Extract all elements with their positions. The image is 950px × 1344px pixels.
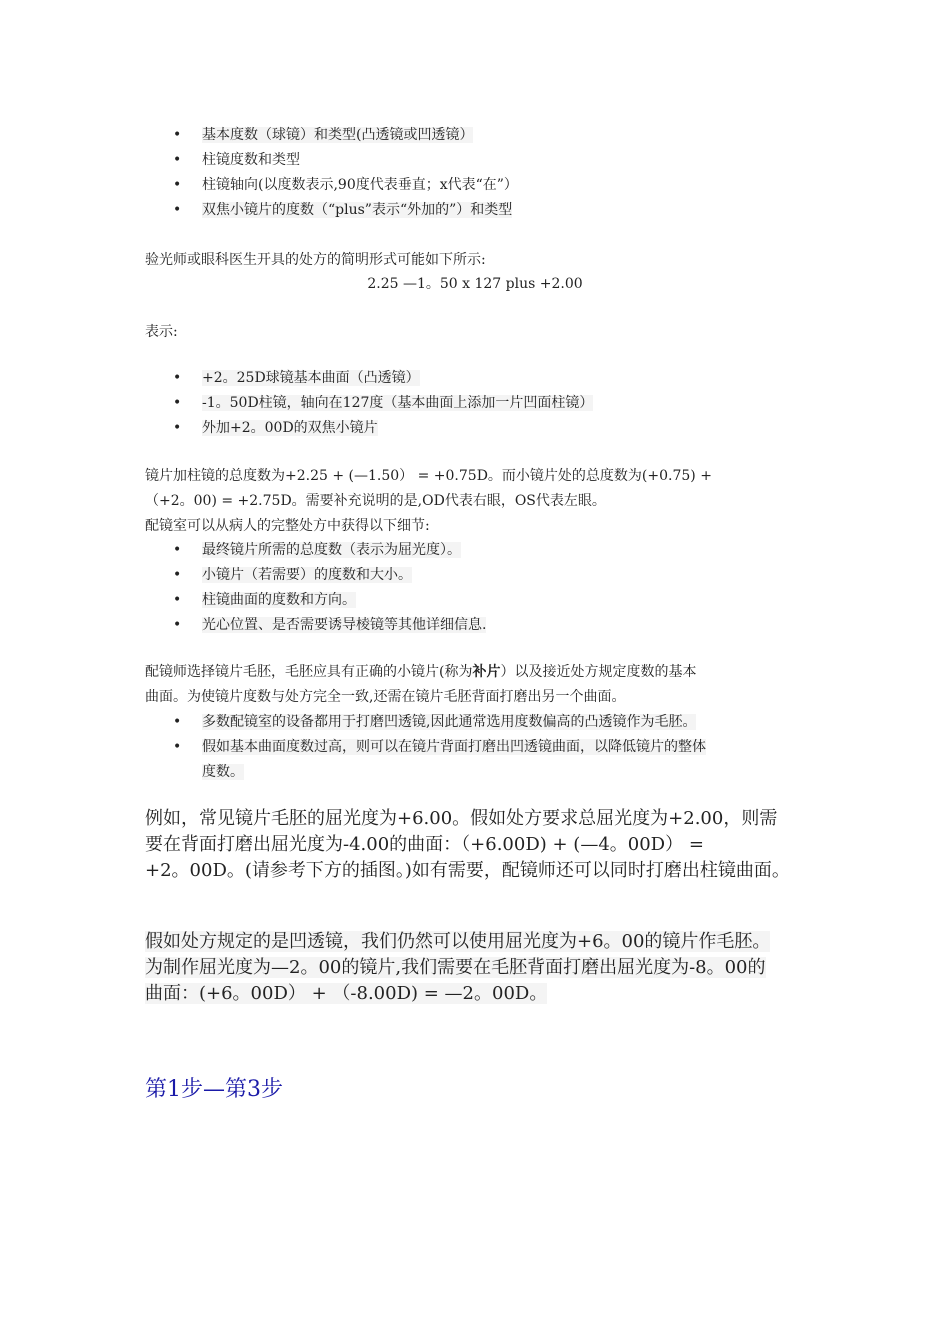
steps-heading: 第1步—第3步: [145, 1077, 283, 1102]
text-line: 例如，常见镜片毛胚的屈光度为+6.00。假如处方要求总屈光度为+2.00，则需: [145, 808, 778, 829]
list-item: • 光心位置、是否需要诱导棱镜等其他详细信息.: [145, 613, 825, 638]
list-item: • 多数配镜室的设备都用于打磨凹透镜,因此通常选用度数偏高的凸透镜作为毛胚。: [145, 710, 825, 735]
text-line: +2。00D。(请参考下方的插图。)如有需要，配镜师还可以同时打磨出柱镜曲面。: [145, 860, 790, 881]
concave-lens-paragraph: [145, 929, 835, 1007]
list-item: • 小镜片（若需要）的度数和大小。: [145, 563, 825, 588]
example-paragraph: [145, 806, 835, 884]
lens-blank-paragraph: [145, 660, 825, 710]
intro-line: 验光师或眼科医生开具的处方的简明形式可能如下所示:: [145, 252, 486, 268]
text-line: 配镜室可以从病人的完整处方中获得以下细节:: [145, 518, 430, 534]
list-item: • 双焦小镜片的度数（“plus”表示“外加的”）和类型: [145, 198, 825, 223]
bullet-list-meaning: [145, 366, 825, 441]
list-item: • 最终镜片所需的总度数（表示为屈光度）。: [145, 538, 825, 563]
list-item: • 柱镜度数和类型: [145, 148, 825, 173]
bullet-list-grinding: [145, 710, 825, 785]
shows-label: 表示:: [145, 324, 178, 340]
text-line: （+2。00) = +2.75D。需要补充说明的是,OD代表右眼，OS代表左眼。: [145, 493, 606, 509]
list-item: • 柱镜轴向(以度数表示,90度代表垂直；x代表“在”）: [145, 173, 825, 198]
text-line: 要在背面打磨出屈光度为-4.00的曲面：（+6.00D) + (—4。00D） =: [145, 834, 704, 855]
text-line: 曲面。为使镜片度数与处方完全一致,还需在镜片毛胚背面打磨出另一个曲面。: [145, 689, 626, 705]
bullet-list-prescription-parts: [145, 123, 825, 223]
list-item: • +2。25D球镜基本曲面（凸透镜）: [145, 366, 825, 391]
bold-term: 补片: [472, 664, 501, 680]
bullet-list-lab-details: [145, 538, 825, 638]
text-line: 曲面：(+6。00D） + （-8.00D) = —2。00D。: [145, 983, 548, 1004]
list-item: • 假如基本曲面度数过高，则可以在镜片背面打磨出凹透镜曲面，以降低镜片的整体 度数。: [145, 735, 825, 785]
text-line: 镜片加柱镜的总度数为+2.25 + (—1.50） = +0.75D。而小镜片处的总度数为(+0.75) +: [145, 468, 712, 484]
total-power-paragraph: [145, 464, 825, 539]
text-line: 配镜师选择镜片毛胚，毛胚应具有正确的小镜片(称为补片）以及接近处方规定度数的基本: [145, 664, 697, 680]
text-line: 假如处方规定的是凹透镜，我们仍然可以使用屈光度为+6。00的镜片作毛胚。: [145, 931, 771, 952]
text-line: 为制作屈光度为—2。00的镜片,我们需要在毛胚背面打磨出屈光度为-8。00的: [145, 957, 766, 978]
list-item: • 外加+2。00D的双焦小镜片: [145, 416, 825, 441]
list-item: • -1。50D柱镜，轴向在127度（基本曲面上添加一片凹面柱镜）: [145, 391, 825, 416]
list-item: • 柱镜曲面的度数和方向。: [145, 588, 825, 613]
formula-line: 2.25 —1。50 x 127 plus +2.00: [367, 276, 583, 292]
list-item: • 基本度数（球镜）和类型(凸透镜或凹透镜）: [145, 123, 680, 148]
